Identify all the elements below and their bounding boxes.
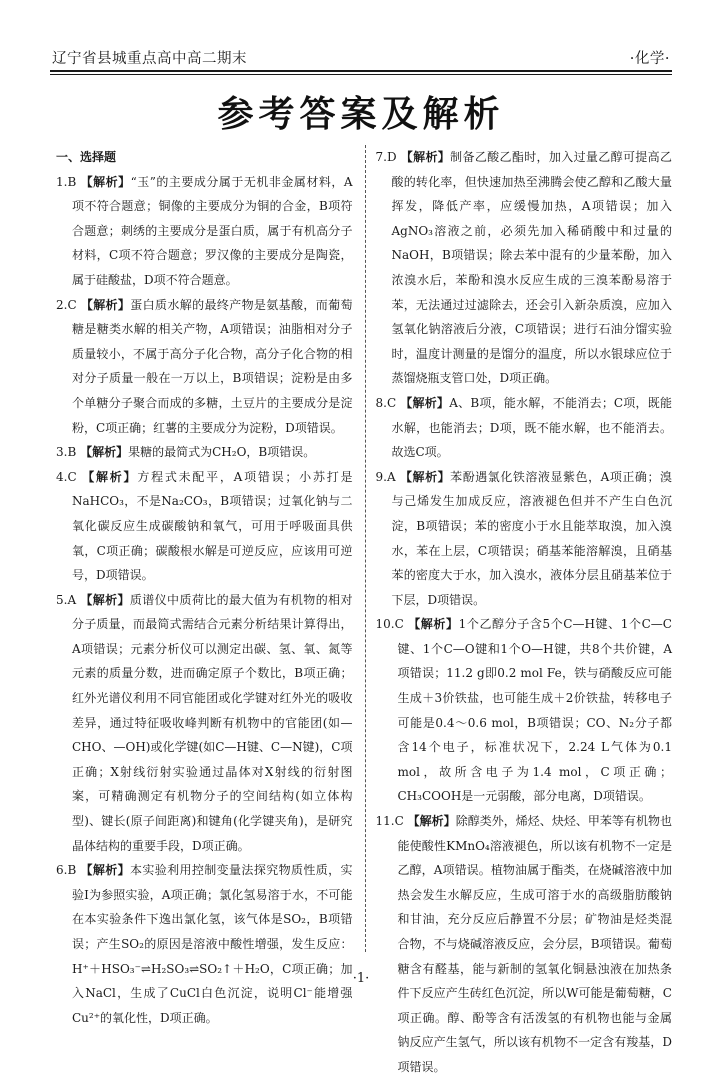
answer-item-1 (56, 170, 353, 293)
answer-number: 7.D (375, 150, 397, 164)
answer-number: 4.C (56, 469, 77, 484)
answer-text: “玉”的主要成分属于无机非金属材料，A项不符合题意；铜像的主要成分为铜的合金，B项符合题意；刺绣的主要成分是蛋白质，属于有机高分子材料，C项不符合题意；罗汉像的主要成分是陶瓷，属于硅酸盐，D项不符合题意。 (72, 174, 353, 287)
answer-text: 果糖的最简式为CH₂O，B项错误。 (128, 445, 316, 460)
analysis-tag: 【解析】 (407, 814, 456, 829)
answer-item-3 (56, 440, 353, 465)
page-header (52, 40, 670, 68)
answer-number: 5.A (56, 592, 77, 607)
answer-item-7 (376, 145, 673, 391)
page-number: ·1· (352, 971, 370, 986)
answer-item-4 (56, 465, 353, 588)
column-divider (365, 145, 366, 952)
answer-number: 2.C (56, 297, 77, 312)
answer-item-10 (376, 612, 673, 809)
analysis-tag: 【解析】 (408, 617, 459, 632)
header-subject: ·化学· (629, 51, 670, 67)
answer-columns (56, 145, 672, 1074)
answer-number: 9.A (375, 469, 396, 484)
answer-text: 方程式未配平，A项错误；小苏打是NaHCO₃，不是Na₂CO₃，B项错误；过氧化钠与二氧化碳反应生成碳酸钠和氧气，可用于呼吸面具供氧，C项正确；碳酸根水解是可逆反应，应该用可逆号，D项错误。 (72, 469, 353, 583)
answer-item-9 (376, 465, 673, 613)
answer-text: 本实验利用控制变量法探究物质性质，实验Ⅰ为参照实验，A项正确；氯化氢易溶于水，不可能在本实验条件下逸出氯化氢，该气体是SO₂，B项错误；产生SO₂的原因是溶液中酸性增强，发生反应：H⁺＋HSO₃⁻⇌H₂SO₃⇌SO₂↑＋H₂O，C项正确；加入NaCl，生成了CuCl白色沉淀，说明Cl⁻能增强Cu²⁺的氧化性，D项正确。 (72, 863, 353, 1025)
analysis-tag: 【解析】 (80, 174, 131, 189)
analysis-tag: 【解析】 (82, 469, 138, 484)
answer-item-8 (376, 391, 673, 465)
analysis-tag: 【解析】 (399, 469, 451, 484)
analysis-tag: 【解析】 (80, 297, 131, 312)
answer-item-2 (56, 293, 353, 441)
answer-number: 6.B (56, 863, 77, 878)
header-rule-thin (50, 74, 672, 75)
analysis-tag: 【解析】 (80, 445, 129, 460)
page-title: 参考答案及解析 (217, 94, 505, 135)
answer-item-5 (56, 588, 353, 859)
section-heading: 一、选择题 (56, 150, 117, 164)
answer-item-6 (56, 858, 353, 1030)
right-column (375, 145, 673, 1074)
answer-text: 苯酚遇氯化铁溶液显紫色，A项正确；溴与己烯发生加成反应，溶液褪色但并不产生白色沉淀，B项错误；苯的密度小于水且能萃取溴，加入溴水，苯在上层，C项错误；硝基苯能溶解溴，且硝基苯的密度大于水，加入溴水，液体分层且硝基苯位于下层，D项错误。 (391, 469, 672, 607)
answer-text: 蛋白质水解的最终产物是氨基酸，而葡萄糖是糖类水解的相关产物，A项错误；油脂相对分子质量较小，不属于高分子化合物，高分子化合物的相对分子质量一般在一万以上，B项错误；淀粉是由多个单糖分子聚合而成的多糖，土豆片的主要成分是淀粉，C项正确；红薯的主要成分为淀粉，D项错误。 (72, 297, 353, 435)
analysis-tag: 【解析】 (400, 150, 451, 164)
answer-number: 1.B (56, 174, 77, 189)
header-rule (50, 70, 672, 72)
answer-text: 质谱仪中质荷比的最大值为有机物的相对分子质量，而最简式需结合元素分析结果计算得出，A项错误；元素分析仪可以测定出碳、氢、氧、氮等元素的质量分数，进而确定原子个数比，B项正确；红外光谱仪利用不同官能团或化学键对红外光的吸收差异，通过特征吸收峰判断有机物中的官能团(如—CHO、—OH)或化学键(如C—H键、C—N键)，C项正确；X射线衍射实验通过晶体对X射线的衍射图案，可精确测定有机物分子的空间结构(如立体构型)、键长(原子间距离)和键角(化学键夹角)，是研究晶体结构的重要手段，D项正确。 (72, 592, 353, 853)
header-school: 辽宁省县城重点高中高二期末 (52, 51, 247, 67)
left-column (56, 145, 353, 1025)
answer-number: 11.C (375, 814, 404, 829)
analysis-tag: 【解析】 (80, 592, 130, 607)
answer-text: 制备乙酸乙酯时，加入过量乙醇可提高乙酸的转化率，但快速加热至沸腾会使乙醇和乙酸大量挥发，降低产率，应缓慢加热，A项错误；加入AgNO₃溶液之前，必须先加入稀硝酸中和过量的NaOH，B项错误；除去苯中混有的少量苯酚，加入浓溴水后，苯酚和溴水反应生成的三溴苯酚易溶于苯，无法通过过滤除去，还会引入新杂质溴，应加入氢氧化钠溶液后分液，C项错误；进行石油分馏实验时，温度计测量的是馏分的温度，所以水银球应位于蒸馏烧瓶支管口处，D项正确。 (391, 150, 672, 386)
answer-text: 1个乙醇分子含5个C—H键、1个C—C键、1个C—O键和1个O—H键，共8个共价键，A项错误；11.2 g即0.2 mol Fe，铁与硝酸反应可能生成＋3价铁盐，也可能生成＋2价铁盐，转移电子可能是0.4～0.6 mol，B项错误；CO、N₂分子都含14个电子，标准状况下，2.24 L气体为0.1 mol，故所含电子为1.4 mol，C项正确；CH₃COOH是一元弱酸，部分电离，D项错误。 (397, 617, 672, 804)
answer-number: 10.C (375, 617, 404, 632)
answer-text: 除醇类外，烯烃、炔烃、甲苯等有机物也能使酸性KMnO₄溶液褪色，所以该有机物不一定是乙醇，A项错误。植物油属于酯类，在烧碱溶液中加热会发生水解反应，生成可溶于水的高级脂肪酸钠和甘油，充分反应后静置不分层；矿物油是烃类混合物，不与烧碱溶液反应，会分层，B项错误。葡萄糖含有醛基，能与新制的氢氧化铜悬浊液在加热条件下反应产生砖红色沉淀，所以W可能是葡萄糖，C项正确。醇、酚等含有活泼氢的有机物也能与金属钠反应产生氢气，所以该有机物不一定含有羧基，D项错误。 (397, 814, 672, 1074)
analysis-tag: 【解析】 (80, 863, 131, 878)
answer-number: 8.C (375, 395, 397, 410)
answer-text: A、B项，能水解，不能消去；C项，既能水解，也能消去；D项，既不能水解，也不能消去。故选C项。 (391, 395, 672, 460)
answer-item-11 (376, 809, 673, 1080)
analysis-tag: 【解析】 (400, 395, 450, 410)
answer-number: 3.B (56, 445, 77, 460)
